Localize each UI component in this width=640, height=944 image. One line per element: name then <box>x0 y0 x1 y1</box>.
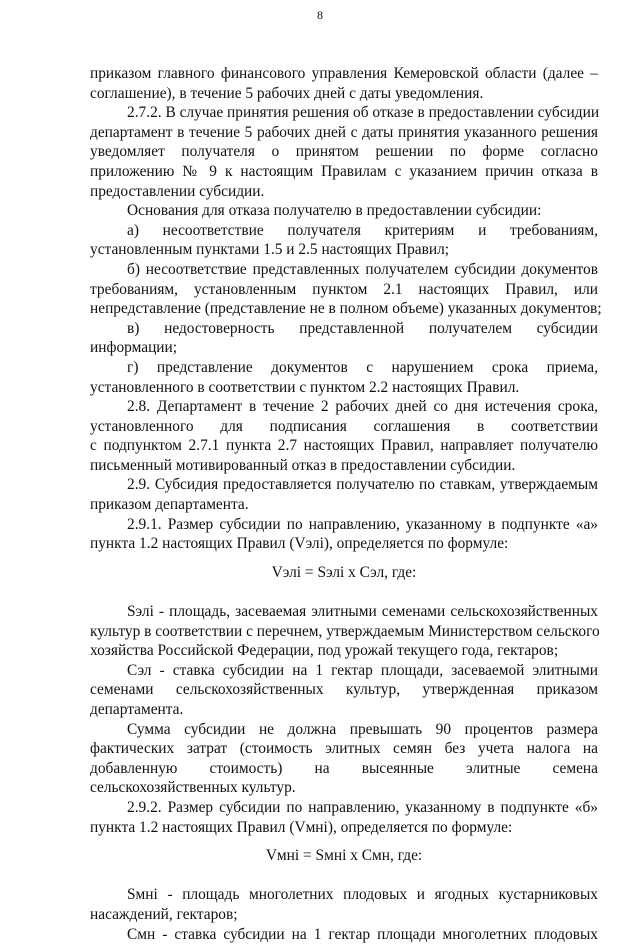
text-line: уведомляет получателя о принятом решении по форме согласно <box>90 143 598 161</box>
text-line: с подпунктом 2.7.1 пункта 2.7 настоящих Правил, направляет получателю <box>90 437 598 455</box>
text-line: приложению № 9 к настоящим Правилам с указанием причин отказа в <box>90 162 598 180</box>
text-line: соглашение), в течение 5 рабочих дней с даты уведомления. <box>90 84 484 102</box>
text-line: требованиям, установленным пунктом 2.1 настоящих Правил, или <box>90 280 598 298</box>
text-line: предоставлении субсидии. <box>90 182 265 200</box>
text-line: установленного в соответствии с пунктом 2.2 настоящих Правил. <box>90 378 520 396</box>
text-line: добавленную стоимость) на высеянные элитные семена <box>90 759 598 777</box>
text-line: Сумма субсидии не должна превышать 90 процентов размера <box>127 720 598 738</box>
text-line: фактических затрат (стоимость элитных семян без учета налога на <box>90 740 598 758</box>
document-body <box>90 64 602 944</box>
text-line: Сэл - ставка субсидии на 1 гектар площади, засеваемой элитными <box>127 661 598 679</box>
text-block-1 <box>90 64 602 554</box>
text-line: 2.8. Департамент в течение 2 рабочих дней со дня истечения срока, <box>127 398 598 416</box>
text-line: Sэлі - площадь, засеваемая элитными семенами сельскохозяйственных <box>127 603 598 621</box>
text-line: департамент в течение 5 рабочих дней с даты принятия указанного решения <box>90 123 598 141</box>
text-line: насаждений, гектаров; <box>90 905 238 923</box>
text-line: семенами сельскохозяйственных культур, утвержденная приказом <box>90 681 598 699</box>
text-line: установленным пунктами 1.5 и 2.5 настоящих Правил; <box>90 241 450 259</box>
text-line: Основания для отказа получателю в предоставлении субсидии: <box>127 202 542 220</box>
text-line: хозяйства Российской Федерации, под урожай текущего года, гектаров; <box>90 642 559 660</box>
text-line: приказом главного финансового управления Кемеровской области (далее – <box>90 65 598 82</box>
text-line: г) представление документов с нарушением срока приема, <box>127 358 598 376</box>
text-line: культур в соответствии с перечнем, утверждаемым Министерством сельского <box>90 622 600 640</box>
text-line: непредставление (представление не в полном объеме) указанных документов; <box>90 300 602 318</box>
text-line: б) несоответствие представленных получателем субсидии документов <box>127 260 598 278</box>
text-line: сельскохозяйственных культур. <box>90 779 296 797</box>
text-block-3 <box>90 885 598 944</box>
text-line: 2.9. Субсидия предоставляется получателю по ставкам, утверждаемым <box>127 476 598 494</box>
text-line: приказом департамента. <box>90 496 249 514</box>
text-line: письменный мотивированный отказ в предоставлении субсидии. <box>90 456 516 474</box>
text-line: 2.7.2. В случае принятия решения об отказе в предоставлении субсидии <box>127 104 600 122</box>
text-line: информации; <box>90 339 178 357</box>
text-line: 2.9.2. Размер субсидии по направлению, указанному в подпункте «б» <box>127 798 598 816</box>
text-line: Смн - ставка субсидии на 1 гектар площади многолетних плодовых <box>127 925 598 943</box>
text-line: Sмні - площадь многолетних плодовых и ягодных кустарниковых <box>127 886 598 904</box>
formula-vel: Vэлі = Sэлі х Сэл, где: <box>271 563 417 581</box>
formula-vmn: Vмні = Sмні х Смн, где: <box>265 847 423 865</box>
text-line: пункта 1.2 настоящих Правил (Vэлі), определяется по формуле: <box>90 535 509 553</box>
text-block-2 <box>90 602 598 837</box>
text-line: установленного для подписания соглашения в соответствии <box>90 417 598 435</box>
text-line: а) несоответствие получателя критериям и требованиям, <box>127 221 598 239</box>
text-line: 2.9.1. Размер субсидии по направлению, указанному в подпункте «а» <box>127 515 598 533</box>
text-line: департамента. <box>90 701 184 718</box>
page-number: 8 <box>317 8 323 22</box>
text-line: в) недостоверность представленной получателем субсидии <box>127 319 598 337</box>
text-line: пункта 1.2 настоящих Правил (Vмні), определяется по формуле: <box>90 818 513 836</box>
